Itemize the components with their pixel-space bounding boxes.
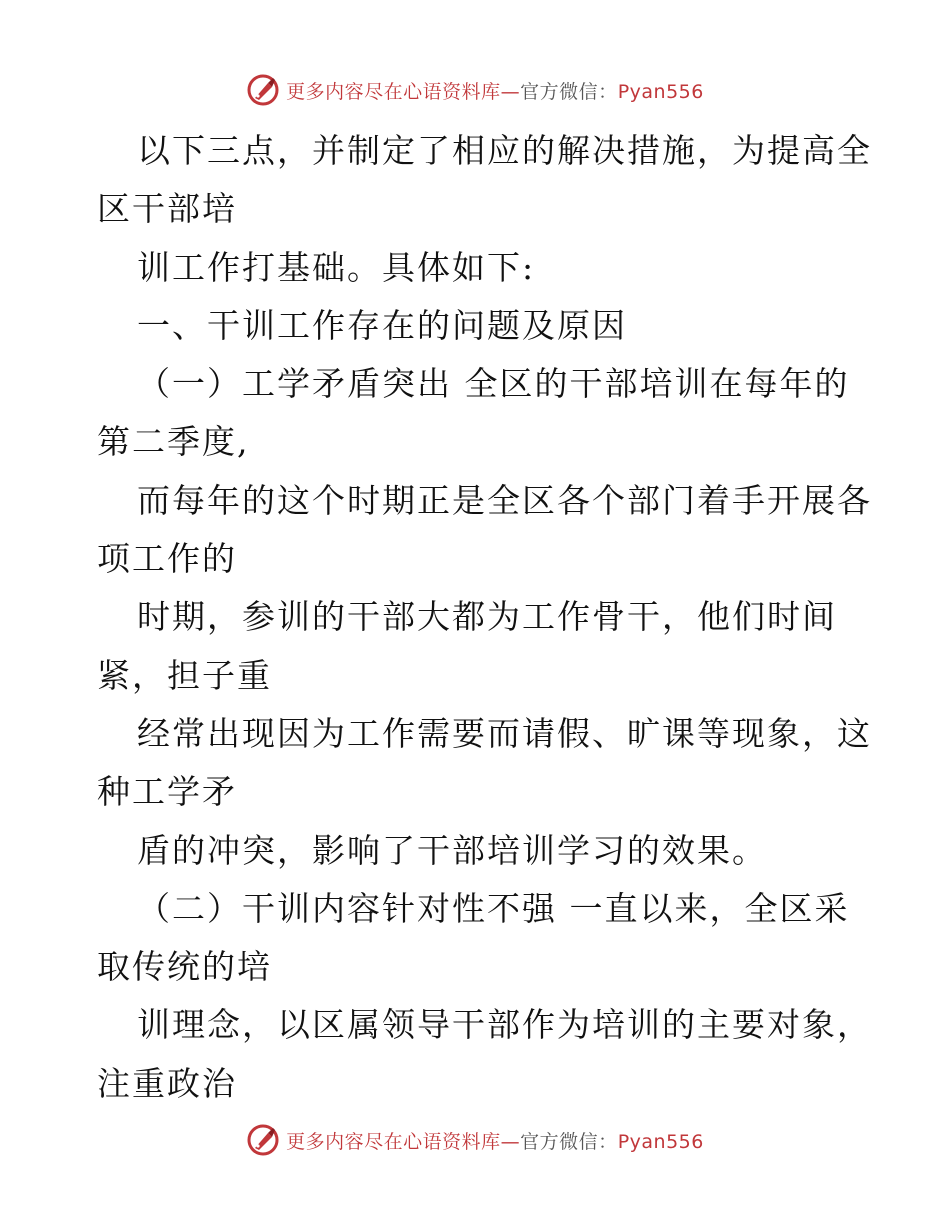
text-line: 经常出现因为工作需要而请假、旷课等现象，这 bbox=[137, 713, 872, 753]
watermark-dash: — bbox=[500, 80, 521, 103]
watermark-dash: — bbox=[500, 1130, 521, 1153]
watermark-site-text: 更多内容尽在心语资料库 bbox=[286, 1130, 501, 1153]
text-line: 紧，担子重 bbox=[97, 655, 272, 695]
text-line: 种工学矛 bbox=[97, 772, 237, 812]
footer-watermark bbox=[0, 1120, 950, 1160]
watermark-handle: Pyan556 bbox=[617, 80, 704, 103]
text-line: 注重政治 bbox=[97, 1063, 237, 1103]
text-line: 以下三点，并制定了相应的解决措施，为提高全 bbox=[137, 131, 872, 170]
watermark-text bbox=[286, 77, 704, 104]
header-watermark bbox=[0, 70, 950, 110]
text-line: 时期，参训的干部大都为工作骨干，他们时间 bbox=[137, 597, 837, 637]
pen-nib-logo-icon bbox=[246, 73, 280, 107]
text-line: 取传统的培 bbox=[97, 947, 272, 987]
pen-nib-logo-icon bbox=[246, 1123, 280, 1157]
text-line: 盾的冲突，影响了干部培训学习的效果。 bbox=[137, 830, 767, 870]
watermark-site-text: 更多内容尽在心语资料库 bbox=[286, 80, 501, 103]
text-line: 一、干训工作存在的问题及原因 bbox=[137, 305, 627, 345]
text-line: 区干部培 bbox=[97, 189, 237, 229]
text-line: （二）干训内容针对性不强 一直以来，全区采 bbox=[137, 888, 850, 928]
watermark-text bbox=[286, 1127, 704, 1154]
text-line: （一）工学矛盾突出 全区的干部培训在每年的 bbox=[137, 364, 850, 404]
text-line: 第二季度, bbox=[97, 422, 250, 462]
text-line: 项工作的 bbox=[97, 539, 237, 579]
watermark-handle: Pyan556 bbox=[617, 1130, 704, 1153]
watermark-official-label: 官方微信： bbox=[520, 80, 618, 103]
text-line: 而每年的这个时期正是全区各个部门着手开展各 bbox=[137, 480, 872, 520]
document-body bbox=[97, 122, 877, 1113]
watermark-official-label: 官方微信： bbox=[520, 1130, 618, 1153]
text-line: 训理念，以区属领导干部作为培训的主要对象， bbox=[137, 1005, 872, 1045]
text-line: 训工作打基础。具体如下: bbox=[137, 247, 536, 287]
